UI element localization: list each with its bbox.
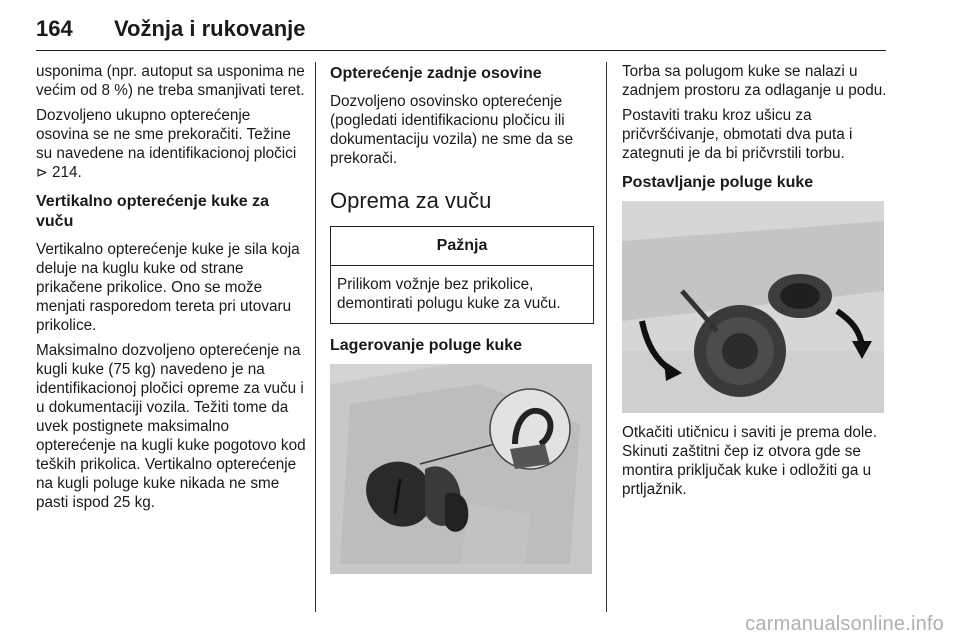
figure-install-illustration xyxy=(622,201,884,413)
page-reference[interactable]: 214. xyxy=(51,164,82,181)
column-middle xyxy=(330,62,594,584)
paragraph: usponima (npr. autoput sa usponima ne većim od 8 %) ne treba smanjivati teret. xyxy=(36,63,305,99)
heading-vertical-load: Vertikalno opterećenje kuke za vuču xyxy=(36,193,269,230)
paragraph: Postaviti traku kroz ušicu za pričvršćivanje, obmotati dva puta i zategnuti je da bi pričvrstili torbu. xyxy=(622,107,853,162)
heading-towing-equipment: Oprema za vuču xyxy=(330,188,492,213)
watermark: carmanualsonline.info xyxy=(745,613,944,635)
paragraph: Vertikalno opterećenje kuke je sila koja deluje na kuglu kuke od strane prikačene prikolice. Ono se može menjati rasporedom tereta pri utovaru prikolice. xyxy=(36,241,300,334)
paragraph: Torba sa polugom kuke se nalazi u zadnjem prostoru za odlaganje u podu. xyxy=(622,63,887,99)
column-right xyxy=(622,62,890,505)
column-divider xyxy=(315,62,316,612)
heading-rear-axle: Opterećenje zadnje osovine xyxy=(330,65,542,82)
arrow-ref-icon: ⊳ xyxy=(36,164,48,180)
paragraph: Dozvoljeno osovinsko opterećenje (pogledati identifikacionu pločicu ili dokumentaciju vozila) ne sme da se prekorači. xyxy=(330,93,574,167)
paragraph: Maksimalno dozvoljeno opterećenje na kugli kuke (75 kg) navedeno je na identifikacionoj pločici opreme za vuču i u dokumentaciji vozila. Težiti tome da uvek postignete maksimalno opterećenje na kugli kuke pogotovo kod teških prikolica. Vertikalno opterećenje na kugli poluge kuke nikada ne sme pasti ispod 25 kg. xyxy=(36,342,306,511)
notice-body: Prilikom vožnje bez prikolice, demontirati polugu kuke za vuču. xyxy=(337,276,561,312)
page-header xyxy=(36,10,886,51)
storage-illustration xyxy=(330,364,592,574)
column-divider xyxy=(606,62,607,612)
heading-storage: Lagerovanje poluge kuke xyxy=(330,337,523,354)
figure-storage-illustration xyxy=(330,364,592,574)
notice-title: Pažnja xyxy=(331,227,593,266)
column-left xyxy=(36,62,306,518)
page-number: 164 xyxy=(36,16,73,41)
notice-box xyxy=(330,226,594,324)
paragraph: Otkačiti utičnicu i saviti je prema dole. Skinuti zaštitni čep iz otvora gde se montira priključak kuke i odložiti ga u prtljažnik. xyxy=(622,424,878,498)
heading-install: Postavljanje poluge kuke xyxy=(622,174,814,191)
paragraph: Dozvoljeno ukupno opterećenje osovina se ne sme prekoračiti. Težine su navedene na identifikacionoj pločici ⊳ 214. xyxy=(36,107,297,181)
page-title: Vožnja i rukovanje xyxy=(114,16,306,41)
install-illustration xyxy=(622,201,884,413)
